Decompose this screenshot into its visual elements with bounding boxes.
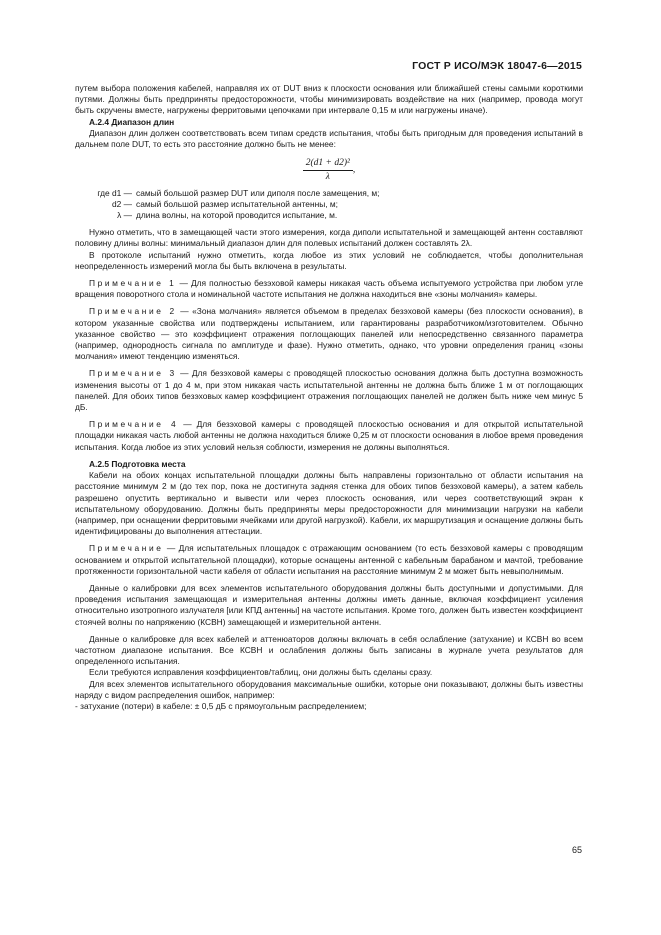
note-text: — Для безэховой камеры с проводящей плоскостью основания и для открытой испытательной площадки никакая часть любой антенны не должна находиться ближе 0,25 м от плоскости основания в любое время проведения испытания. Когда любое из этих условий нельзя соблюсти, измерения не должны выполняться.: [75, 419, 584, 452]
note-text: — Для испытательных площадок с отражающим основанием (то есть безэховой камеры с проводящим основанием и открытой испытательной площадки), которые оснащены антенной с кабельным барабаном и мачтой, требование протяженности горизонтальной части кабеля от области испытания на расстояние минимум 2 м может быть невыполнимым.: [75, 543, 583, 576]
legend-row: [75, 188, 583, 199]
note-label: Примечание 3: [89, 368, 177, 379]
note-4: [75, 419, 583, 453]
paragraph: Если требуются исправления коэффициентов/таблиц, они должны быть сделаны сразу.: [89, 667, 433, 678]
formula: [75, 158, 583, 183]
formula-denominator: λ: [325, 172, 330, 183]
paragraph: Данные о калибровке для всех кабелей и аттенюаторов должны включать в себя ослабление (затухание) и КСВН во всем частотном диапазоне испытания. Все КСВН и ослабления должны быть записаны в журнале учета результатов для определенного испытания.: [75, 633, 583, 667]
formula-numerator: 2(d1 + d2)²: [303, 158, 353, 171]
legend-text: длина волны, на которой проводится испытание, м.: [136, 210, 338, 221]
note-text: — Для безэховой камеры с проводящей плоскостью основания должна быть доступна возможность изменения высоты от 1 до 4 м, при этом никакая часть испытательной антенны не должна быть ближе 1 м от поглощающих панелей. Для обоих типов безэховых камер коэффициент отражения поглощающих панелей не должен быть ниже чем минус 5 дБ.: [75, 368, 583, 413]
standard-header: ГОСТ Р ИСО/МЭК 18047-6—2015: [412, 60, 582, 72]
legend-text: самый большой размер DUT или диполя после замещения, м;: [136, 187, 380, 198]
section-heading-a24: А.2.4 Диапазон длин: [89, 116, 175, 127]
page-number: 65: [571, 845, 582, 855]
legend-symbol: d2 —: [111, 198, 132, 209]
legend-symbol: где d1 —: [97, 187, 132, 198]
page-content: [75, 83, 583, 712]
note-text: — Для полностью безэховой камеры никакая часть объема испытуемого устройства при любом угле вращения поворотного стола и номинальной частоте испытания не должна находиться вне «зоны молчания» камеры.: [75, 278, 583, 300]
paragraph: Диапазон длин должен соответствовать всем типам средств испытания, чтобы быть пригодным для проведения испытаний в дальнем поле DUT, то есть это расстояние должно быть не менее:: [75, 127, 583, 150]
note-label: Примечание 1: [89, 278, 177, 289]
list-item: - затухание (потери) в кабеле: ± 0,5 дБ с прямоугольным распределением;: [75, 700, 367, 711]
legend-text: самый большой размер испытательной антенны, м;: [136, 198, 338, 209]
note-1: [75, 278, 583, 300]
paragraph: Для всех элементов испытательного оборудования максимальные ошибки, которые они показывают, должны быть известны наряду с видом распределения ошибок, например:: [75, 678, 583, 700]
note-3: [75, 368, 583, 413]
legend-symbol: λ —: [117, 210, 132, 221]
paragraph: Нужно отметить, что в замещающей части этого измерения, когда диполи испытательной и замещающей антенн составляют половину длины волны: минимальный диапазон длин для полевых испытаний должен составлять 2λ.: [75, 227, 583, 249]
legend-row: [75, 210, 583, 221]
paragraph: Данные о калибровки для всех элементов испытательного оборудования должны быть доступными и допустимыми. Для проведения испытания замещающая и измерительная антенны должны иметь данные, включая коэффициент усиления относительно изотропного излучателя [или КПД антенны] на частоте испытания. Кроме того, должен быть известен коэффициент стоячей волны по напряжению (КСВН) замещающей и измерительной антенн.: [75, 582, 583, 627]
note-label: Примечание 2: [89, 306, 177, 317]
variable-legend: [75, 188, 583, 222]
legend-row: [75, 199, 583, 210]
paragraph: путем выбора положения кабелей, направляя их от DUT вниз к плоскости основания или ближайшей стены самыми короткими путями. Должны быть предприняты предосторожности, чтобы минимизировать воздействие на них (например, провода могут быть скручены вместе, нагружены ферритовыми цепочками при интервале 0,15 м или нагружены иначе).: [75, 83, 583, 116]
note-label: Примечание: [89, 543, 164, 554]
note-5: [75, 543, 583, 577]
section-heading-a25: А.2.5 Подготовка места: [89, 458, 186, 469]
note-2: [75, 306, 583, 362]
paragraph: В протоколе испытаний нужно отметить, когда любое из этих условий не соблюдается, чтобы дополнительная неопределенность измерений могла бы быть включена в результаты.: [75, 249, 583, 271]
formula-fraction: [303, 158, 356, 183]
note-label: Примечание 4: [89, 419, 179, 430]
formula-comma: ,: [352, 165, 356, 176]
paragraph: Кабели на обоих концах испытательной площадки должны быть направлены горизонтально от области испытания на расстояние минимум 2 м (до тех пор, пока не достигнута задняя стенка для обоих типов безэховой камеры), а затем кабель разрешено опустить вертикально и вывести или через плоскость основания, или через соответствующий экран к испытательному оборудованию. Должны быть предприняты меры предосторожности для минимизации нагрузки на кабели (например, при оснащении ферритовыми ячейками или другой нагрузкой). Кабели, их маршрутизация и оснащение должны быть идентифицированы до выполнения аттестации.: [75, 470, 583, 537]
note-text: — «Зона молчания» является объемом в пределах безэховой камеры (без плоскости основания), в котором указанные свойства или подтверждены испытанием, или гарантированы разработчиком/изготовителем. Обычно указанное свойство — это коэффициент отражения поглощающих панелей или непосредственно связанного параметра (например, однородность сигнала по амплитуде и фазе). Нужно отметить, однако, что уровни определения границ «зоны молчания» имеют тенденцию изменяться.: [75, 306, 583, 362]
